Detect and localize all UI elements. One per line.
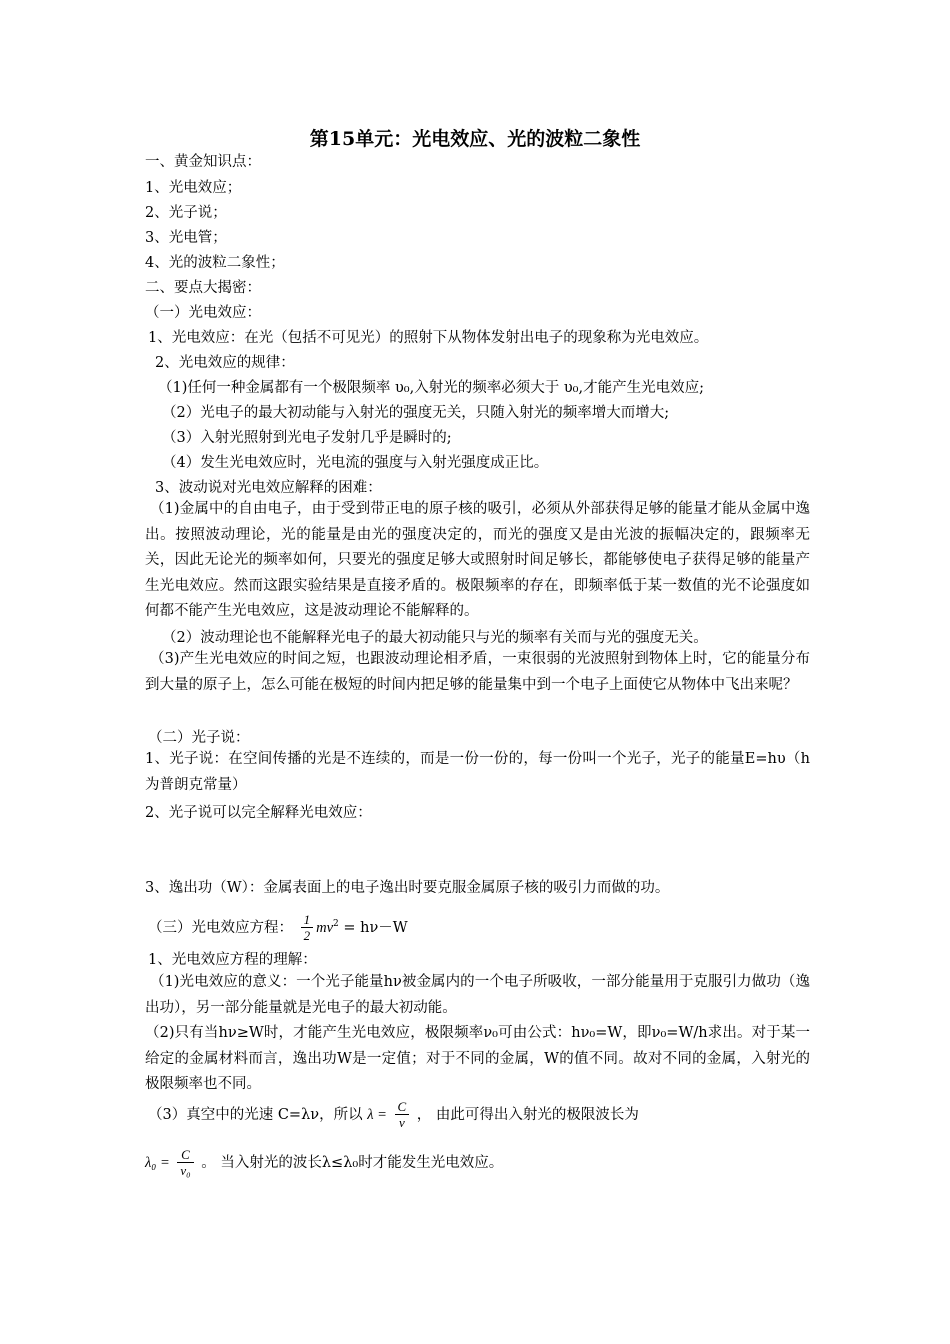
- difficulty-paragraph-3: （3)产生光电效应的时间之短，也跟波动理论相矛盾，一束很弱的光波照射到物体上时，它的能量分布到大量的原子上，怎么可能在极短的时间内把足够的能量集中到一个电子上面使它从物体中飞出来呢？: [145, 651, 810, 693]
- rule-item: （4）发生光电效应时，光电流的强度与入射光强度成正比。: [162, 455, 549, 471]
- understanding-paragraph-2: （2)只有当hν≥W时，才能产生光电效应，极限频率ν₀可由公式：hν₀=W，即ν₀=W/h求出。对于某一给定的金属材料而言，逸出功W是一定值；对于不同的金属，W的值不同。故对不同的金属，入射光的极限频率也不同。: [145, 1025, 810, 1092]
- square-exponent: 2: [333, 919, 339, 929]
- photon-theory-item: 2、光子说可以完全解释光电效应：: [145, 805, 372, 821]
- understanding-paragraph-1: （1)光电效应的意义：一个光子能量hν被金属内的一个电子所吸收，一部分能量用于克服引力做功（逸出功），另一部分能量就是光电子的最大初动能。: [145, 974, 810, 1016]
- section-heading-keypoints: 二、要点大揭密：: [145, 280, 261, 296]
- half-fraction: $\frac{1}{2}$: [301, 913, 314, 943]
- difficulty-paragraph-1: （1)金属中的自由电子，由于受到带正电的原子核的吸引，必须从外部获得足够的能量才能从金属中逸出。按照波动理论，光的能量是由光的强度决定的，而光的强度又是由光波的振幅决定的，跟频率无关，因此无论光的频率如何，只要光的强度足够大或照射时间足够长，都能够使电子获得足够的能量产生光电效应。然而这跟实验结果是直接矛盾的。极限频率的存在，即频率低于某一数值的光不论强度如何都不能产生光电效应，这是波动理论不能解释的。: [145, 501, 810, 619]
- knowledge-item: 4、光的波粒二象性；: [145, 255, 285, 271]
- equation-heading: （三）光电效应方程：: [148, 920, 293, 936]
- rule-item: （1)任何一种金属都有一个极限频率 υ₀,入射光的频率必须大于 υ₀,才能产生光电效应;: [158, 380, 704, 396]
- wavelength-line: （3）真空中的光速 C=λν，所以 λ = $\frac{C}{\nu}$ ， 由此可得出入射光的极限波长为: [148, 1099, 639, 1130]
- c-over-nu-fraction: $\frac{C}{\nu}$: [395, 1100, 410, 1130]
- page-title: 第15单元：光电效应、光的波粒二象性: [309, 128, 641, 150]
- knowledge-item: 2、光子说；: [145, 205, 227, 221]
- work-function-item: 3、逸出功（W）：金属表面上的电子逸出时要克服金属原子核的吸引力而做的功。: [145, 880, 670, 896]
- rules-heading: 2、光电效应的规律：: [155, 355, 295, 371]
- threshold-wavelength-line: λ₀ = $\frac{C}{\text{ν₀}}$ 。 当入射光的波长λ≤λ₀时才能发生光电效应。: [145, 1147, 504, 1178]
- subsection-heading-photoelectric: （一）光电效应：: [145, 305, 261, 321]
- photon-theory-item: 1、光子说：在空间传播的光是不连续的，而是一份一份的，每一份叫一个光子，光子的能量E=hυ（h为普朗克常量）: [145, 751, 810, 793]
- equation-line: [148, 907, 408, 945]
- equation-understanding-heading: 1、光电效应方程的理解：: [148, 952, 317, 968]
- c-over-nu0-fraction: $\frac{C}{\text{ν₀}}$: [177, 1148, 193, 1178]
- difficulty-paragraph-2: （2）波动理论也不能解释光电子的最大初动能只与光的频率有关而与光的强度无关。: [162, 630, 708, 646]
- section-heading-knowledge: 一、黄金知识点：: [145, 154, 261, 170]
- equation-rhs: = hν－W: [343, 920, 408, 936]
- subsection-heading-photon-theory: （二）光子说：: [148, 730, 250, 746]
- knowledge-item: 1、光电效应；: [145, 180, 242, 196]
- photoelectric-definition: 1、光电效应：在光（包括不可见光）的照射下从物体发射出电子的现象称为光电效应。: [148, 330, 709, 346]
- knowledge-item: 3、光电管；: [145, 230, 227, 246]
- rule-item: （2）光电子的最大初动能与入射光的强度无关，只随入射光的频率增大而增大;: [162, 405, 670, 421]
- rule-item: （3）入射光照射到光电子发射几乎是瞬时的;: [162, 430, 452, 446]
- difficulty-heading: 3、波动说对光电效应解释的困难：: [155, 480, 382, 496]
- mv-term: mv: [316, 920, 334, 936]
